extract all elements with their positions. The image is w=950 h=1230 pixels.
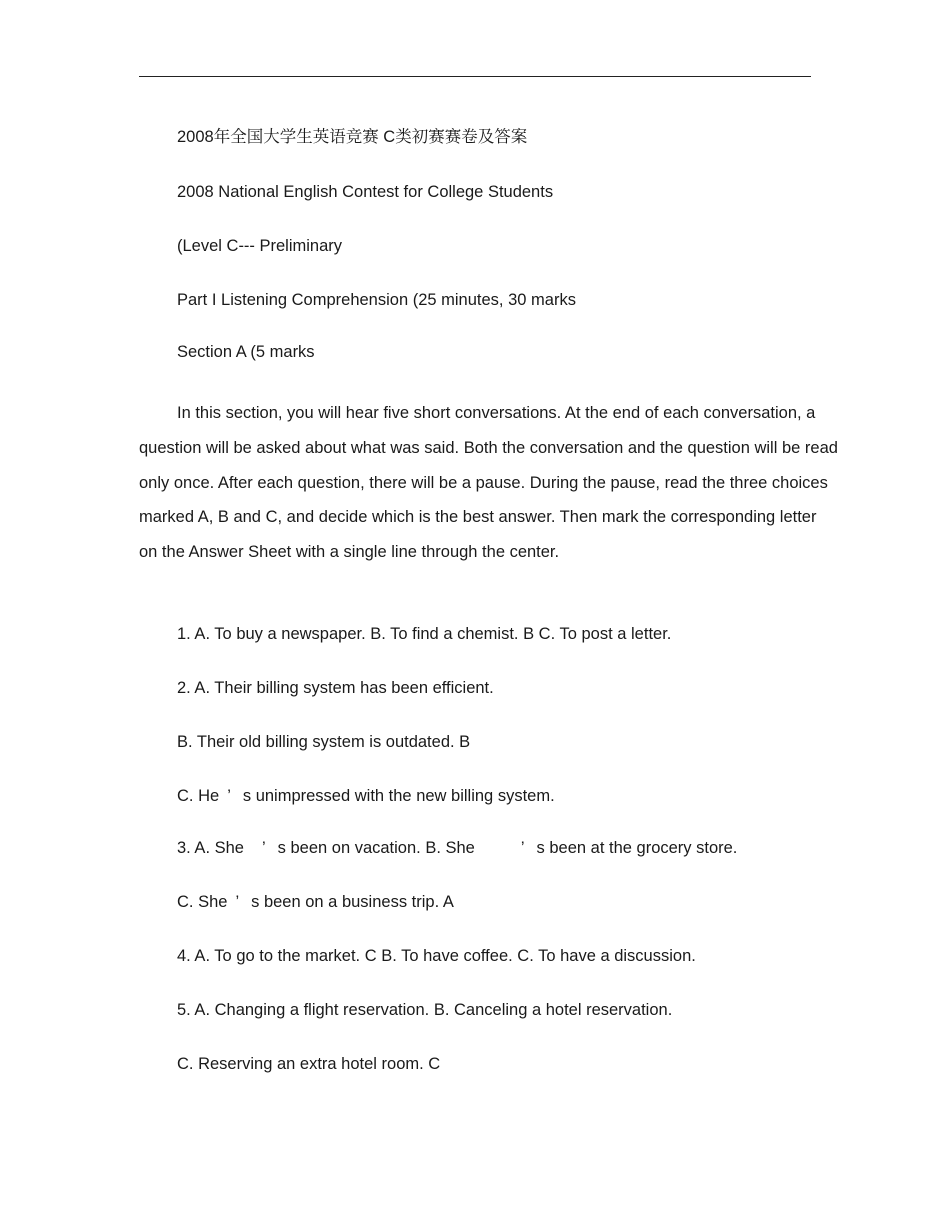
q3-apostrophe-1: ’ <box>261 839 266 857</box>
q2c-text-1: C. He <box>177 787 220 805</box>
question-3-option-c <box>177 892 454 912</box>
q3-text-2: s been on vacation. B. She <box>277 839 475 857</box>
question-2-option-b: B. Their old billing system is outdated. B <box>177 733 471 751</box>
q3c-apostrophe: ’ <box>235 893 240 911</box>
q3-text-1: 3. A. She <box>177 839 244 857</box>
q3-text-3: s been at the grocery store. <box>536 839 738 857</box>
title-en: 2008 National English Contest for College Students <box>177 183 554 201</box>
section-heading: Section A (5 marks <box>177 343 315 361</box>
level-line: (Level C--- Preliminary <box>177 237 343 255</box>
instructions-paragraph: In this section, you will hear five short conversations. At the end of each conversation, a question will be asked about what was said. Both the conversation and the question will be read only once. After each question, there will be a pause. During the pause, read the three choices marked A, B and C, and decide which is the best answer. Then mark the corresponding letter on the Answer Sheet with a single line through the center. <box>139 404 838 562</box>
question-3-options-ab <box>177 838 737 858</box>
title-cn: 2008年全国大学生英语竞赛 C类初赛赛卷及答案 <box>177 128 528 146</box>
q3c-text-2: s been on a business trip. A <box>251 893 454 911</box>
question-2-option-c <box>177 786 555 806</box>
header-rule <box>139 76 811 77</box>
q3-apostrophe-2: ’ <box>520 839 525 857</box>
question-1: 1. A. To buy a newspaper. B. To find a chemist. B C. To post a letter. <box>177 625 672 643</box>
question-4: 4. A. To go to the market. C B. To have coffee. C. To have a discussion. <box>177 947 696 965</box>
q3c-text-1: C. She <box>177 893 228 911</box>
q2c-text-2: s unimpressed with the new billing system. <box>242 787 555 805</box>
question-5-options-ab: 5. A. Changing a flight reservation. B. Canceling a hotel reservation. <box>177 1001 673 1019</box>
question-5-option-c: C. Reserving an extra hotel room. C <box>177 1055 441 1073</box>
q2c-apostrophe: ’ <box>227 787 231 805</box>
question-2-option-a: 2. A. Their billing system has been efficient. <box>177 679 494 697</box>
part-heading: Part I Listening Comprehension (25 minutes, 30 marks <box>177 291 576 309</box>
